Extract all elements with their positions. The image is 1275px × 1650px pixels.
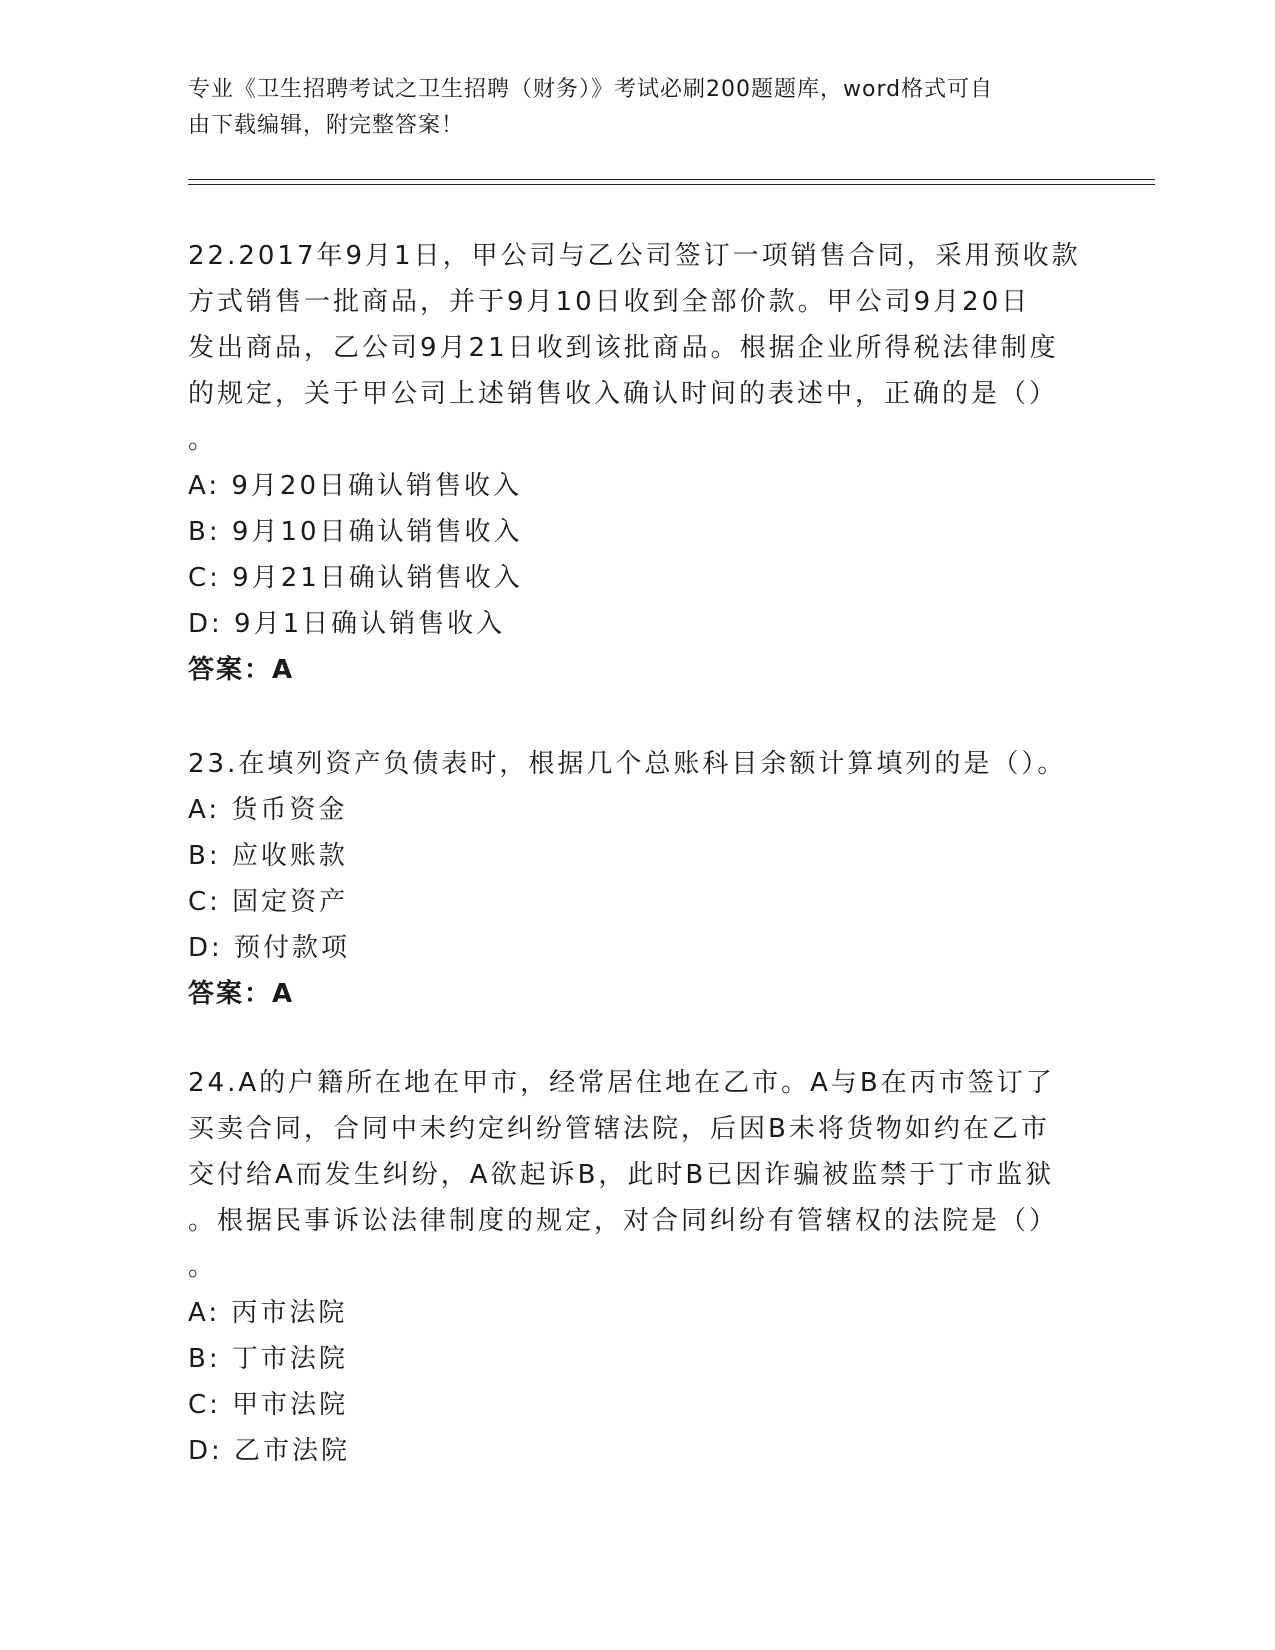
header-divider-bottom: [188, 184, 1155, 185]
stem-line: 24.A的户籍所在地在甲市，经常居住地在乙市。A与B在丙市签订了: [188, 1068, 1055, 1098]
option-c: C: 固定资产: [188, 887, 349, 917]
stem-line: 。根据民事诉讼法律制度的规定，对合同纠纷有管辖权的法院是（）: [188, 1206, 1059, 1236]
option-d: D: 乙市法院: [188, 1436, 351, 1466]
stem-line: 的规定，关于甲公司上述销售收入确认时间的表述中，正确的是（）: [188, 379, 1059, 409]
document-header: [188, 72, 1088, 144]
question-24: [188, 1060, 1088, 1474]
option-a: A: 丙市法院: [188, 1298, 348, 1328]
option-d: D: 9月1日确认销售收入: [188, 609, 506, 639]
option-b: B: 应收账款: [188, 841, 348, 871]
question-stem: [188, 233, 1088, 463]
stem-line: 22.2017年9月1日，甲公司与乙公司签订一项销售合同，采用预收款: [188, 241, 1081, 271]
header-divider-top: [188, 179, 1155, 180]
stem-line: 买卖合同，合同中未约定纠纷管辖法院，后因B未将货物如约在乙市: [188, 1114, 1050, 1144]
option-c: C: 甲市法院: [188, 1390, 349, 1420]
header-line-1: 专业《卫生招聘考试之卫生招聘（财务）》考试必刷200题题库，word格式可自: [188, 77, 994, 102]
stem-line: 方式销售一批商品，并于9月10日收到全部价款。甲公司9月20日: [188, 287, 1031, 317]
answer: 答案：A: [188, 979, 295, 1009]
question-22: [188, 233, 1088, 693]
option-b: B: 丁市法院: [188, 1344, 348, 1374]
option-b: B: 9月10日确认销售收入: [188, 517, 523, 547]
stem-line: 。: [188, 1252, 218, 1282]
stem-line: 23.在填列资产负债表时，根据几个总账科目余额计算填列的是（）。: [188, 749, 1067, 779]
question-stem: [188, 1060, 1088, 1290]
option-a: A: 货币资金: [188, 795, 348, 825]
question-stem: [188, 741, 1088, 787]
option-c: C: 9月21日确认销售收入: [188, 563, 523, 593]
stem-line: 。: [188, 425, 218, 455]
option-d: D: 预付款项: [188, 933, 351, 963]
stem-line: 发出商品，乙公司9月21日收到该批商品。根据企业所得税法律制度: [188, 333, 1059, 363]
question-23: [188, 741, 1088, 1017]
stem-line: 交付给A而发生纠纷，A欲起诉B，此时B已因诈骗被监禁于丁市监狱: [188, 1160, 1055, 1190]
option-a: A: 9月20日确认销售收入: [188, 471, 522, 501]
header-line-2: 由下载编辑，附完整答案！: [188, 113, 465, 138]
answer: 答案：A: [188, 655, 295, 685]
